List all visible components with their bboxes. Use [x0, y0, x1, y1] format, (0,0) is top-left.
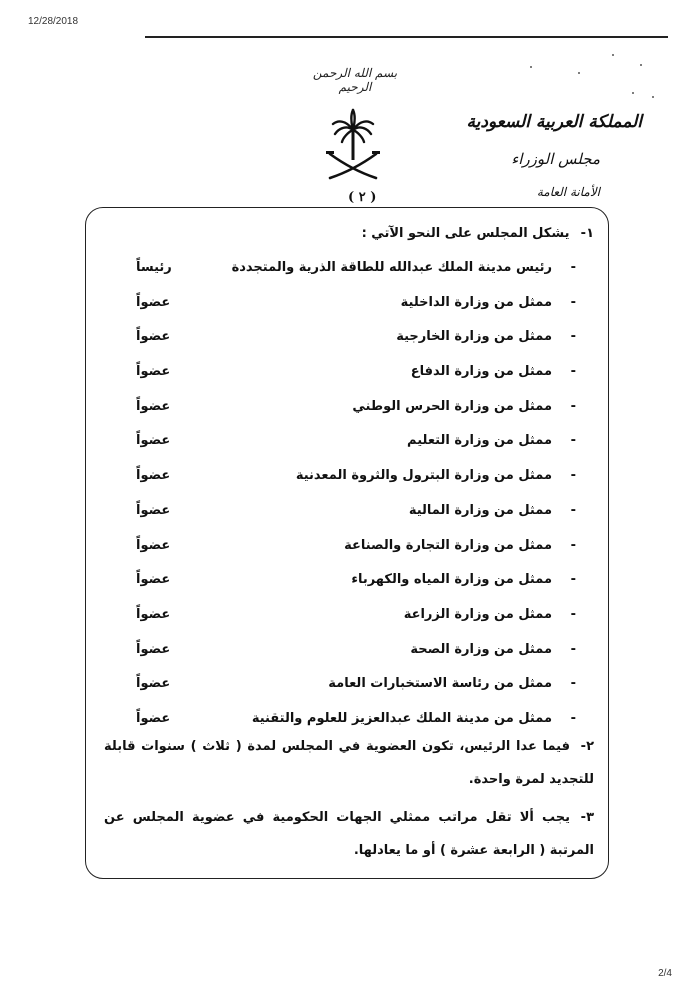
member-list	[96, 260, 600, 746]
member-role: عضواً	[136, 710, 171, 726]
item-3-number: ٣-	[580, 810, 594, 825]
bullet-dash: -	[570, 641, 576, 657]
member-role: عضواً	[136, 329, 171, 345]
bullet-dash: -	[570, 364, 576, 380]
member-name: ممثل من وزارة المالية	[408, 502, 552, 518]
member-role: عضواً	[136, 572, 171, 588]
member-role: عضواً	[136, 433, 171, 449]
member-row	[96, 676, 600, 711]
bullet-dash: -	[570, 606, 576, 622]
member-row	[96, 538, 600, 573]
member-role: عضواً	[136, 641, 171, 657]
item-1-number: ١-	[580, 226, 594, 241]
top-rule	[145, 36, 668, 38]
member-row	[96, 572, 600, 607]
basmala: بسم الله الرحمن الرحيم	[312, 66, 398, 94]
member-name: ممثل من وزارة البترول والثروة المعدنية	[295, 468, 552, 484]
member-row	[96, 399, 600, 434]
member-row	[96, 607, 600, 642]
bullet-dash: -	[570, 260, 576, 275]
member-name: ممثل من وزارة الدفاع	[410, 364, 552, 380]
member-role: عضواً	[136, 537, 171, 553]
member-role: عضواً	[136, 606, 171, 622]
member-role: عضواً	[136, 676, 171, 692]
bullet-dash: -	[570, 329, 576, 345]
member-row	[96, 329, 600, 364]
member-row	[96, 642, 600, 677]
saudi-emblem-icon	[322, 108, 384, 180]
member-name: ممثل من رئاسة الاستخبارات العامة	[328, 676, 552, 692]
item-1-heading	[362, 226, 594, 241]
member-row	[96, 503, 600, 538]
bullet-dash: -	[570, 502, 576, 518]
item-2-text: فيما عدا الرئيس، تكون العضوية في المجلس لمدة ( ثلاث ) سنوات قابلة للتجديد لمرة واحدة.	[104, 739, 594, 787]
member-name: ممثل من وزارة التعليم	[407, 433, 552, 449]
bullet-dash: -	[570, 433, 576, 449]
member-role: عضواً	[136, 398, 171, 414]
member-name: ممثل من وزارة المياه والكهرباء	[351, 572, 552, 588]
member-role: عضواً	[136, 468, 171, 484]
page-marker: ( ٢ )	[348, 190, 377, 205]
bullet-dash: -	[570, 398, 576, 414]
print-date: 12/28/2018	[28, 16, 79, 27]
member-role: عضواً	[136, 502, 171, 518]
member-name: ممثل من وزارة الحرس الوطني	[352, 398, 552, 414]
item-3	[104, 801, 594, 867]
bullet-dash: -	[570, 710, 576, 726]
scan-specks	[520, 50, 660, 110]
bullet-dash: -	[570, 572, 576, 588]
member-row	[96, 260, 600, 295]
member-name: ممثل من وزارة الزراعة	[403, 606, 552, 622]
bullet-dash: -	[570, 537, 576, 553]
page-number: 2/4	[658, 968, 672, 979]
member-name: ممثل من وزارة الداخلية	[400, 294, 552, 310]
member-name: ممثل من مدينة الملك عبدالعزيز للعلوم والتقنية	[251, 710, 552, 726]
bullet-dash: -	[570, 676, 576, 692]
member-row	[96, 433, 600, 468]
member-name: ممثل من وزارة الخارجية	[396, 329, 552, 345]
member-role: عضواً	[136, 364, 171, 380]
item-2	[104, 730, 594, 796]
member-role: عضواً	[136, 294, 171, 310]
member-row	[96, 295, 600, 330]
member-name: ممثل من وزارة التجارة والصناعة	[344, 537, 552, 553]
bullet-dash: -	[570, 468, 576, 484]
bullet-dash: -	[570, 294, 576, 310]
member-name: رئيس مدينة الملك عبدالله للطاقة الذرية والمتجددة	[231, 260, 552, 275]
member-row	[96, 364, 600, 399]
item-3-text: يجب ألا تقل مراتب ممثلي الجهات الحكومية في عضوية المجلس عن المرتبة ( الرابعة عشرة ) أو ما يعادلها.	[104, 810, 594, 858]
member-row	[96, 468, 600, 503]
item-2-number: ٢-	[580, 739, 594, 754]
secretariat-title: الأمانة العامة	[536, 185, 600, 199]
item-1-text: يشكل المجلس على النحو الآتي :	[361, 226, 570, 241]
council-title: مجلس الوزراء	[511, 150, 600, 168]
member-name: ممثل من وزارة الصحة	[410, 641, 552, 657]
kingdom-title: المملكة العربية السعودية	[466, 112, 642, 132]
member-role: رئيساً	[136, 260, 172, 275]
